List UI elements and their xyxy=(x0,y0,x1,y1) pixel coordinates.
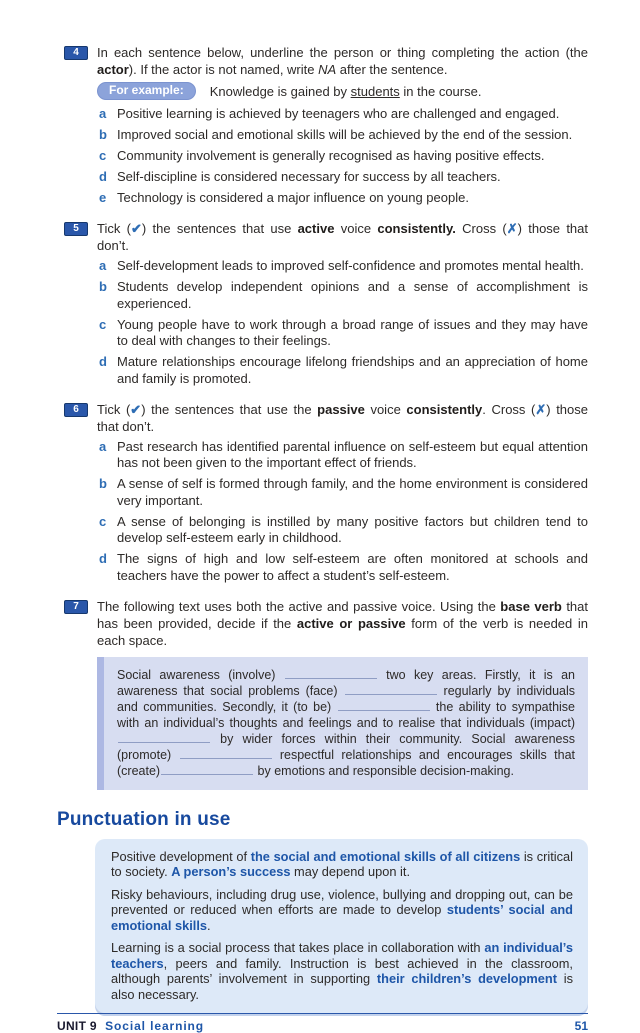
item-text: Self-discipline is considered necessary for success by all teachers. xyxy=(117,169,501,184)
item-text: Positive learning is achieved by teenagers who are challenged and engaged. xyxy=(117,106,560,121)
page-footer xyxy=(57,1013,588,1033)
punctuation-section xyxy=(57,799,588,1014)
exercise-prompt: The following text uses both the active and passive voice. Using the base verb that has been provided, decide if the active or passive form of the verb is needed in each space. xyxy=(97,598,589,648)
fill-in-passage-box: Social awareness (involve) two key areas. Firstly, it is an awareness that social problems (face) regularly by individuals and communities. Secondly, it (to be) the ability to sympathise with an individual’s thoughts and feelings and to realise that individuals (impact) by wider forces within their community. Social awareness (promote) respectful relationships and encourages skills that (create) by emotions and responsible decision-making. xyxy=(97,657,588,790)
list-item xyxy=(97,551,588,584)
item-text: Self-development leads to improved self-confidence and promotes mental health. xyxy=(117,258,584,273)
exercise-5 xyxy=(64,220,588,392)
unit-label: UNIT 9 xyxy=(57,1019,97,1033)
item-text: A sense of belonging is instilled by many positive factors but children tend to develop self-esteem early in childhood. xyxy=(117,513,588,545)
exercise-prompt: Tick (✔) the sentences that use active voice consistently. Cross (✗) those that don’t. xyxy=(97,221,588,253)
for-example-badge: For example: xyxy=(97,82,196,100)
list-item xyxy=(97,279,588,312)
list-item xyxy=(97,514,588,547)
section-heading: Punctuation in use xyxy=(57,808,231,830)
item-text: The signs of high and low self-esteem are often monitored at schools and teachers have the power to affect a student’s self-esteem. xyxy=(117,551,588,583)
item-letter: b xyxy=(99,279,107,294)
punctuation-paragraph: Positive development of the social and emotional skills of all citizens is critical to society. A person’s success may depend upon it. xyxy=(111,848,573,879)
list-item xyxy=(97,317,588,350)
exercise-6-items xyxy=(97,439,588,585)
item-letter: d xyxy=(99,169,107,184)
item-text: Young people have to work through a broad range of issues and they may have to deal with changes to their feelings. xyxy=(117,316,588,348)
unit-title: Social learning xyxy=(105,1019,205,1033)
item-letter: a xyxy=(99,438,107,454)
item-letter: b xyxy=(99,127,107,142)
exercise-5-items xyxy=(97,258,588,387)
item-text: Technology is considered a major influence on young people. xyxy=(117,190,469,205)
list-item xyxy=(97,476,588,509)
exercise-number-badge: 5 xyxy=(64,222,88,236)
exercise-number-badge: 6 xyxy=(64,403,88,417)
punctuation-box xyxy=(95,839,588,1014)
list-item xyxy=(97,148,588,165)
exercise-6 xyxy=(64,401,588,589)
item-letter: a xyxy=(99,258,107,273)
list-item xyxy=(97,258,588,275)
exercise-7 xyxy=(64,598,588,790)
exercise-number-badge: 4 xyxy=(64,46,88,60)
item-text: Mature relationships encourage lifelong friendships and an appreciation of home and family is promoted. xyxy=(117,354,588,386)
item-letter: a xyxy=(99,106,107,121)
punctuation-paragraph: Learning is a social process that takes place in collaboration with an individual’s teachers, peers and family. Instruction is best achieved in the classroom, although parents’ involvement in supporting their children’s development is also necessary. xyxy=(111,940,573,1002)
exercise-4-items xyxy=(97,106,588,207)
item-letter: d xyxy=(99,354,107,369)
list-item xyxy=(97,190,588,207)
list-item xyxy=(97,439,588,472)
item-letter: c xyxy=(99,148,107,163)
exercise-4 xyxy=(64,44,588,211)
example-sentence: Knowledge is gained by students in the course. xyxy=(209,83,482,99)
item-text: Improved social and emotional skills will be achieved by the end of the session. xyxy=(117,127,573,142)
item-letter: e xyxy=(99,190,107,205)
example-row xyxy=(97,82,588,100)
list-item xyxy=(97,169,588,186)
item-text: A sense of self is formed through family, and the home environment is considered very important. xyxy=(117,476,588,508)
punctuation-paragraph: Risky behaviours, including drug use, violence, bullying and dropping out, can be prevented or reduced when efforts are made to develop students’ social and emotional skills. xyxy=(111,886,573,933)
exercise-number-badge: 7 xyxy=(64,600,88,614)
unit-info xyxy=(57,1019,204,1033)
item-letter: b xyxy=(99,476,107,491)
exercise-prompt: In each sentence below, underline the person or thing completing the action (the actor). If the actor is not named, write NA after the sentence. xyxy=(97,45,588,77)
item-letter: c xyxy=(99,513,107,529)
item-letter: c xyxy=(99,316,107,332)
page-number: 51 xyxy=(574,1019,588,1033)
item-letter: d xyxy=(99,551,107,566)
list-item xyxy=(97,354,588,387)
list-item xyxy=(97,127,588,144)
item-text: Students develop independent opinions and a sense of accomplishment is experienced. xyxy=(117,279,588,311)
exercise-prompt: Tick (✔) the sentences that use the passive voice consistently. Cross (✗) those that don’t. xyxy=(97,401,588,434)
item-text: Past research has identified parental influence on self-esteem but equal attention has not been given to the important effect of friends. xyxy=(117,438,588,470)
list-item xyxy=(97,106,588,123)
item-text: Community involvement is generally recognised as having positive effects. xyxy=(117,148,545,163)
